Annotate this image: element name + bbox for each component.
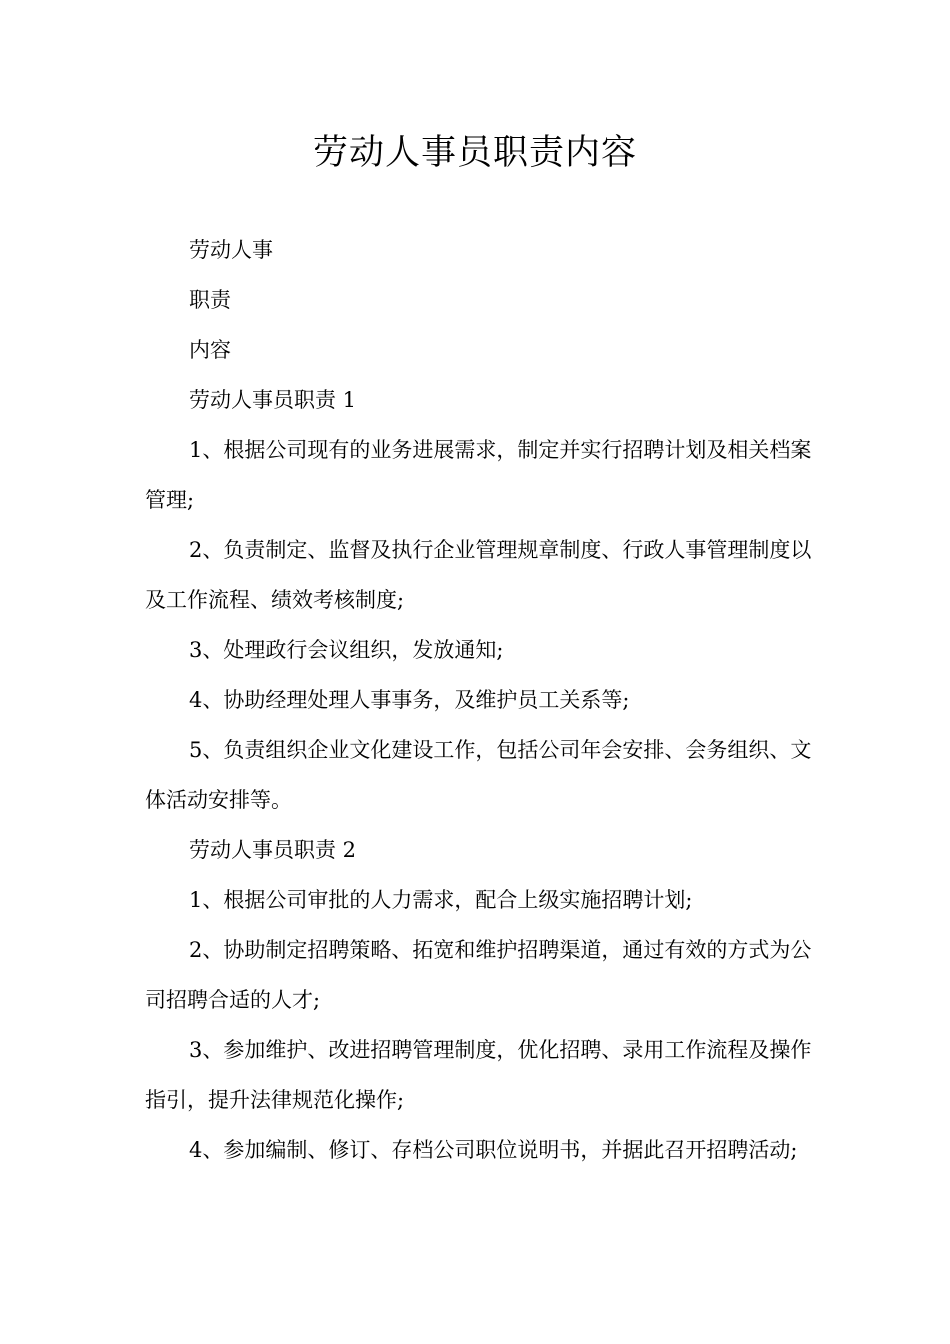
duty-item: 1、根据公司现有的业务进展需求，制定并实行招聘计划及相关档案管理; — [145, 438, 812, 512]
heading-line-1: 劳动人事 — [189, 238, 273, 262]
duty-item: 1、根据公司审批的人力需求，配合上级实施招聘计划; — [189, 888, 693, 912]
duty-item: 4、协助经理处理人事事务，及维护员工关系等; — [189, 688, 630, 712]
duty-item: 4、参加编制、修订、存档公司职位说明书，并据此召开招聘活动; — [189, 1138, 798, 1162]
heading-line-2: 职责 — [189, 288, 231, 312]
duty-item: 3、参加维护、改进招聘管理制度，优化招聘、录用工作流程及操作指引，提升法律规范化操作; — [145, 1038, 812, 1112]
document-title: 劳动人事员职责内容 — [312, 133, 637, 173]
duty-item: 5、负责组织企业文化建设工作，包括公司年会安排、会务组织、文体活动安排等。 — [145, 738, 812, 812]
document-body — [145, 225, 815, 1175]
section-heading-2: 劳动人事员职责 2 — [189, 838, 357, 862]
duty-item: 2、协助制定招聘策略、拓宽和维护招聘渠道，通过有效的方式为公司招聘合适的人才; — [145, 938, 812, 1012]
duty-item: 2、负责制定、监督及执行企业管理规章制度、行政人事管理制度以及工作流程、绩效考核制度; — [145, 538, 812, 612]
section-heading-1: 劳动人事员职责 1 — [189, 388, 357, 412]
heading-line-3: 内容 — [189, 338, 231, 362]
duty-item: 3、处理政行会议组织，发放通知; — [189, 638, 504, 662]
